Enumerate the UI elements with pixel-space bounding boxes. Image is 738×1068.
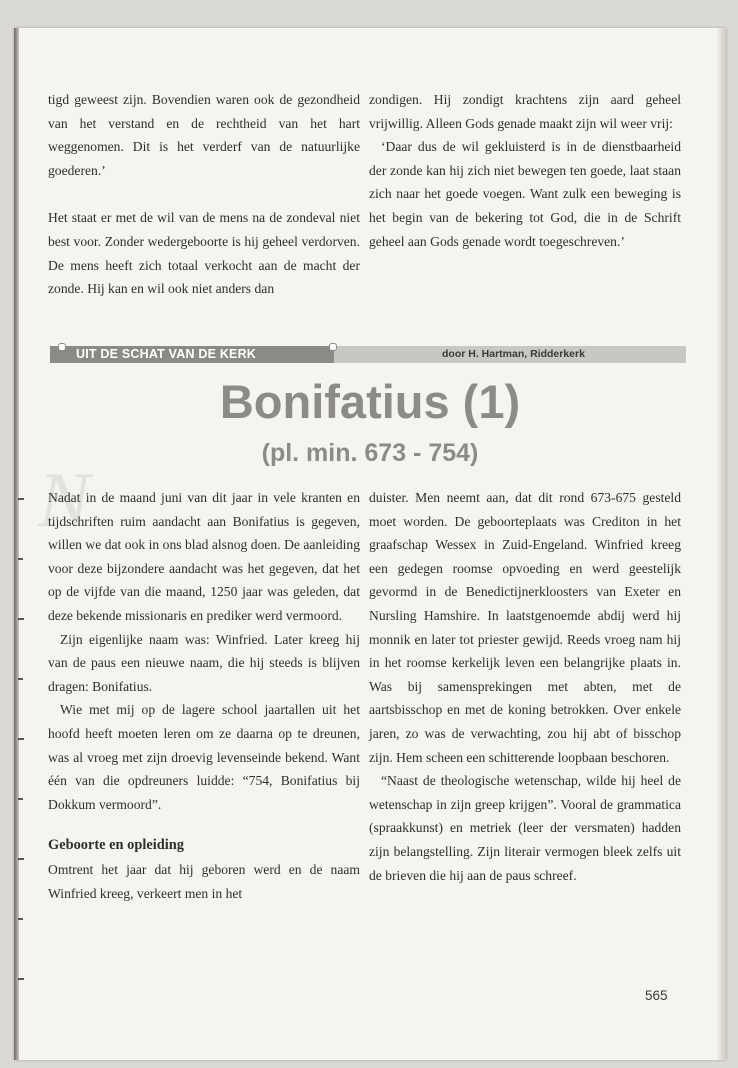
page-number: 565 <box>645 988 668 1003</box>
section-label: UIT DE SCHAT VAN DE KERK <box>50 346 334 363</box>
paragraph: zondigen. Hij zondigt krachtens zijn aard geheel vrijwillig. Alleen Gods genade maakt zijn wil weer vrij: <box>369 92 681 131</box>
page-edge <box>716 28 726 1060</box>
bullet-dot-icon <box>329 343 337 351</box>
magazine-page <box>14 28 726 1060</box>
paragraph: duister. Men neemt aan, dat dit rond 673-675 gesteld moet worden. De geboorteplaats was Crediton in het graafschap Wessex in Zuid-Engeland. Winfried kreeg een gedegen roomse opvoeding en werd geestelijk gevormd in de Benedictijnerkloosters van Exeter en Nursling Hamshire. In laatstgenoemde abdij werd hij monnik en later tot priester gewijd. Reeds vroeg nam hij in het roomse kerkelijk leven een belangrijke plaats in. Was bij samensprekingen met abten, met de aartsbisschop en met de koning betrokken. Over enkele jaren, zo was de verwachting, zou hij abt of bisschop zijn. Hem scheen een schitterende loopbaan beschoren. <box>369 490 681 765</box>
paragraph: “Naast de theologische wetenschap, wilde hij heel de wetenschap in zijn greep krijgen”. Vooral de grammatica (spraakkunst) en metriek (leer der versmaten) hadden zijn belangstelling. Zijn literair vermogen bleek zelfs uit de brieven die hij aan de paus schreef. <box>369 773 681 883</box>
author-byline: door H. Hartman, Ridderkerk <box>442 348 585 360</box>
paragraph: tigd geweest zijn. Bovendien waren ook de gezondheid van het verstand en de rechtheid van het hart weggenomen. Dit is het verderf van de natuurlijke goederen.’ <box>48 92 360 178</box>
paragraph: Het staat er met de wil van de mens na de zondeval niet best voor. Zonder wedergeboorte is hij geheel verdorven. De mens heeft zich totaal verkocht aan de macht der zonde. Hij kan en wil ook niet anders dan <box>48 210 360 297</box>
bottom-left-column <box>48 486 360 905</box>
paragraph: Omtrent het jaar dat hij geboren werd en de naam Winfried kreeg, verkeert men in het <box>48 861 360 901</box>
bottom-right-column <box>369 486 681 887</box>
top-left-column <box>48 88 360 301</box>
top-right-column <box>369 88 681 253</box>
paragraph: Nadat in de maand juni van dit jaar in vele kranten en tijdschriften ruim aandacht aan Bonifatius is gegeven, willen we dat ook in ons blad alsnog doen. De aanleiding voor deze bijzondere aandacht was het gegeven, dat het op de vijfde van die maand, 1250 jaar was geleden, dat deze bekende missionaris en prediker werd vermoord. <box>48 490 360 623</box>
section-banner <box>50 346 686 363</box>
decorative-initial-icon: N <box>38 456 91 543</box>
article-title: Bonifatius (1) <box>219 375 521 428</box>
paragraph: Zijn eigenlijke naam was: Winfried. Later kreeg hij van de paus een nieuwe naam, die hij steeds is blijven dragen: Bonifatius. <box>48 631 360 694</box>
bullet-dot-icon <box>58 343 66 351</box>
article-subtitle: (pl. min. 673 - 754) <box>261 439 479 467</box>
paragraph: Wie met mij op de lagere school jaartallen uit het hoofd heeft moeten leren om ze daarna op te dreunen, was al vroeg met zijn droevig levenseinde bekend. Want één van die opdreuners luidde: “754, Bonifatius bij Dokkum vermoord”. <box>48 702 360 812</box>
section-heading: Geboorte en opleiding <box>48 837 184 854</box>
paragraph: ‘Daar dus de wil gekluisterd is in de dienstbaarheid der zonde kan hij zich niet bewegen ten goede, laat staan zich naar het goede voegen. Want zulk een beweging is het begin van de bekering tot God, die in de Schrift geheel aan Gods genade wordt toegeschreven.’ <box>369 139 681 249</box>
binding-marks-icon <box>18 498 26 1018</box>
